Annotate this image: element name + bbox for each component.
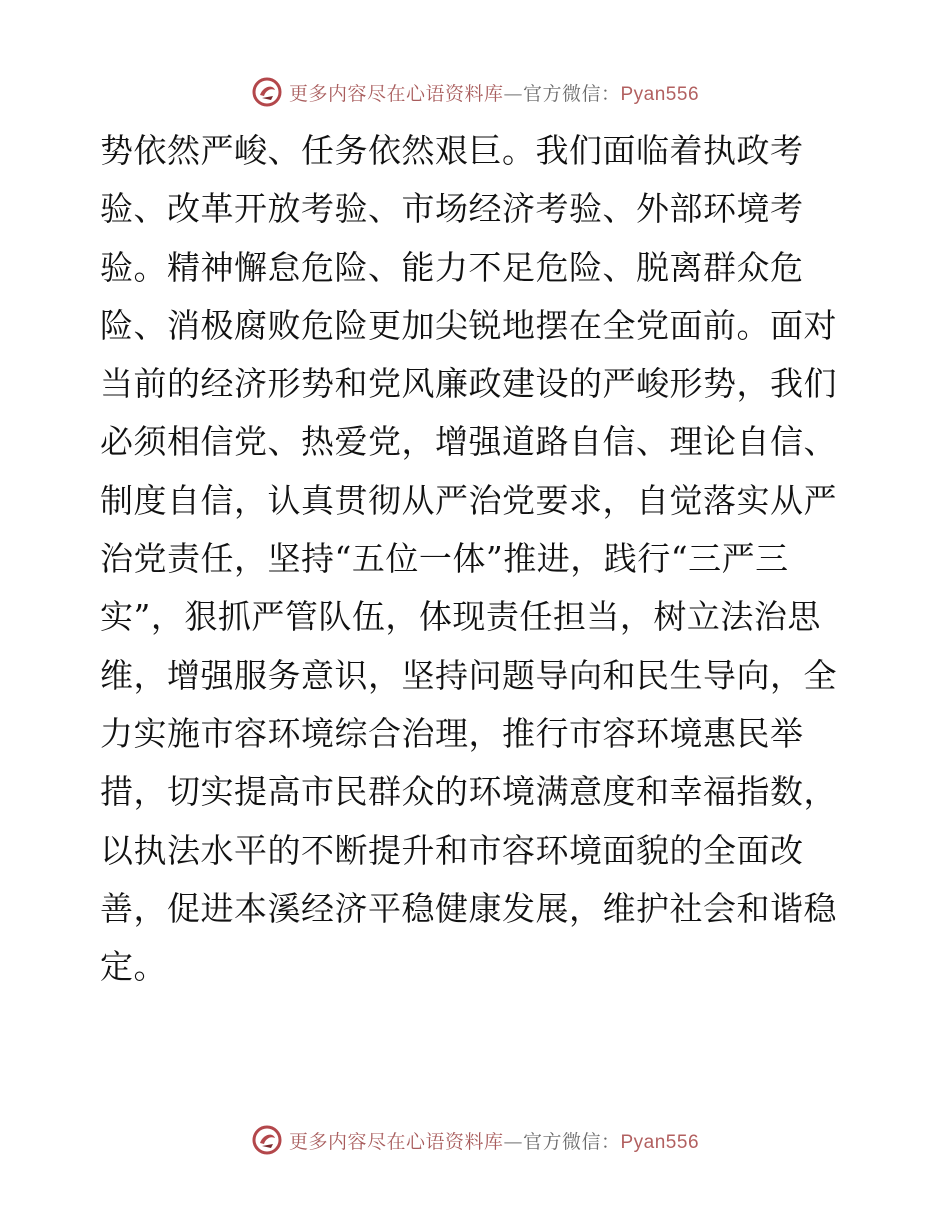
document-body: [100, 122, 850, 996]
header-banner-text: [289, 79, 699, 106]
body-line: 维，增强服务意识，坚持问题导向和民生导向，全: [100, 655, 837, 695]
footer-banner-title: 更多内容尽在心语资料库: [288, 1130, 504, 1153]
footer-banner-separator: —: [503, 1130, 523, 1153]
footer-banner-official-label: 官方微信：: [522, 1130, 621, 1153]
body-line: 治党责任，坚持“五位一体”推进，践行“三严三: [100, 539, 789, 579]
body-line: 力实施市容环境综合治理，推行市容环境惠民举: [100, 713, 804, 753]
body-line: 验、改革开放考验、市场经济考验、外部环境考: [100, 189, 804, 229]
body-line: 势依然严峻、任务依然艰巨。我们面临着执政考: [100, 131, 804, 170]
body-line: 实”，狠抓严管队伍，体现责任担当，树立法治思: [100, 597, 821, 637]
body-line: 定。: [100, 947, 167, 987]
body-line: 制度自信，认真贯彻从严治党要求，自觉落实从严: [100, 480, 837, 520]
body-line: 以执法水平的不断提升和市容环境面貌的全面改: [100, 830, 804, 870]
header-banner-title: 更多内容尽在心语资料库: [288, 82, 504, 105]
footer-banner-text: [289, 1127, 699, 1154]
footer-banner: [0, 1120, 950, 1160]
red-swirl-logo-icon: [251, 1124, 283, 1156]
body-line: 善，促进本溪经济平稳健康发展，维护社会和谐稳: [100, 888, 837, 928]
body-line: 当前的经济形势和党风廉政建设的严峻形势，我们: [100, 364, 837, 404]
footer-banner-wechat-id: Pyan556: [620, 1131, 700, 1153]
body-line: 必须相信党、热爱党，增强道路自信、理论自信、: [100, 422, 837, 462]
body-line: 险、消极腐败危险更加尖锐地摆在全党面前。面对: [100, 305, 837, 345]
header-banner-official-label: 官方微信：: [522, 82, 621, 105]
body-line: 措，切实提高市民群众的环境满意度和幸福指数，: [100, 772, 837, 812]
header-banner-wechat-id: Pyan556: [620, 83, 700, 105]
header-banner: [0, 72, 950, 112]
header-banner-separator: —: [503, 82, 523, 105]
body-line: 验。精神懈怠危险、能力不足危险、脱离群众危: [100, 247, 804, 287]
red-swirl-logo-icon: [251, 76, 283, 108]
